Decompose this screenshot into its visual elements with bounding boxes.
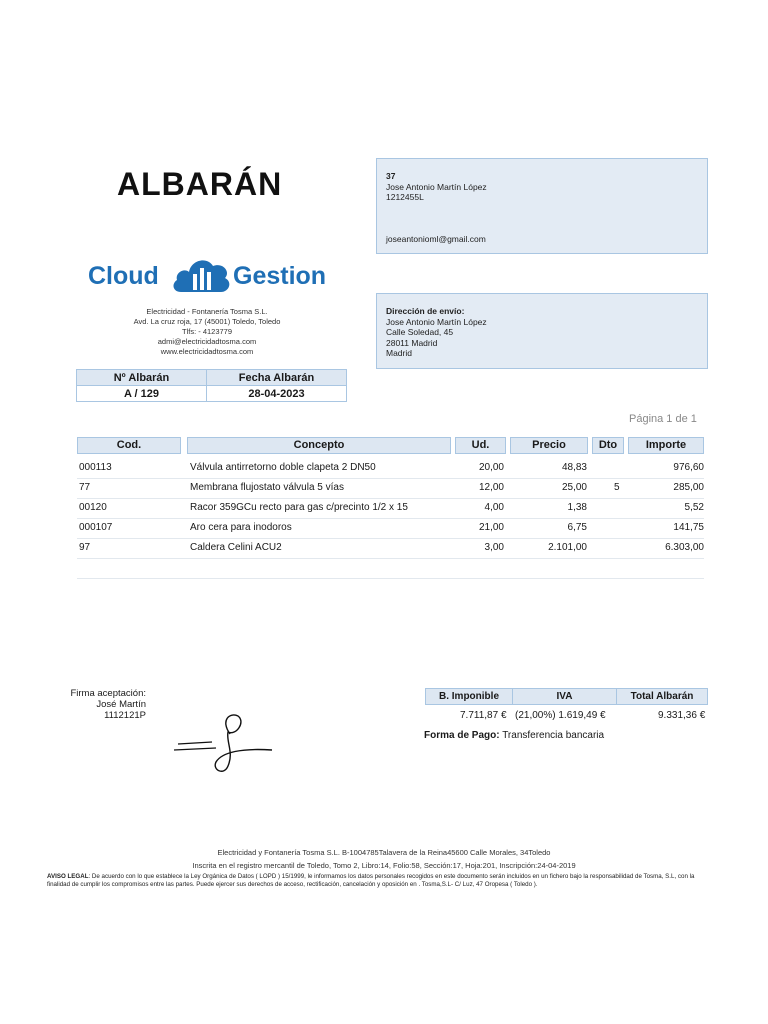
table-row xyxy=(77,518,704,539)
company-email: admi@electricidadtosma.com xyxy=(157,337,257,346)
client-name: Jose Antonio Martín López xyxy=(386,181,487,192)
cell-precio: 25,00 xyxy=(561,482,587,493)
shipping-city: Madrid xyxy=(386,348,412,358)
document-title: ALBARÁN xyxy=(117,166,283,202)
column-header-concepto: Concepto xyxy=(187,437,451,454)
cell-cod: 000107 xyxy=(79,522,113,533)
cell-importe: 976,60 xyxy=(673,462,704,473)
total-value: 9.331,36 € xyxy=(658,710,706,721)
client-email: joseantonioml@gmail.com xyxy=(386,233,486,244)
cell-ud: 20,00 xyxy=(478,462,504,473)
iva-header: IVA xyxy=(513,689,617,705)
cell-importe: 285,00 xyxy=(673,482,704,493)
base-value: 7.711,87 € xyxy=(460,710,507,721)
cell-cod: 00120 xyxy=(79,502,107,513)
cell-importe: 5,52 xyxy=(684,502,704,513)
albaran-number-header: Nº Albarán xyxy=(77,370,207,386)
table-row xyxy=(77,478,704,499)
legal-label: AVISO LEGAL xyxy=(47,873,89,880)
legal-text: : De acuerdo con lo que establece la Ley Orgánica de Datos ( LOPD ) 15/1999, le informamos los datos personales recogidos en este documento serán incluidos en un fichero bajo la responsabilidad de Tosma, S.L, con la finalidad de cumplir los compromisos entre las partes. Puede ejercer sus derechos de acceso, rectificación, cancelación y oposición en . Tosma,S.L- C/ Luz, 47 Oropesa ( Toledo ). xyxy=(47,873,695,888)
shipping-street: Calle Soledad, 45 xyxy=(386,327,454,337)
shipping-postal: 28011 Madrid xyxy=(386,337,438,348)
client-box xyxy=(376,158,708,254)
cell-concepto: Válvula antirretorno doble clapeta 2 DN50 xyxy=(190,462,376,473)
shipping-box xyxy=(376,293,708,369)
company-phone: Tlfs: - 4123779 xyxy=(181,327,233,336)
cell-ud: 12,00 xyxy=(478,482,504,493)
signature-label: Firma aceptación: xyxy=(70,688,146,699)
base-header: B. Imponible xyxy=(426,689,513,705)
cell-importe: 6.303,00 xyxy=(665,542,704,553)
totals-values xyxy=(425,710,715,724)
footer-company: Electricidad y Fontanería Tosma S.L. B-1004785Talavera de la Reina45600 Calle Morales, 34Toledo xyxy=(217,848,551,857)
cell-precio: 2.101,00 xyxy=(548,542,587,553)
company-name: Electricidad - Fontanería Tosma S.L. xyxy=(146,307,268,316)
albaran-date: 28-04-2023 xyxy=(207,386,347,402)
table-row xyxy=(77,498,704,519)
albaran-date-header: Fecha Albarán xyxy=(207,370,347,386)
cell-ud: 4,00 xyxy=(484,502,504,513)
payment-method xyxy=(424,730,604,741)
cell-cod: 97 xyxy=(79,542,91,553)
cell-concepto: Aro cera para inodoros xyxy=(190,522,292,533)
cell-concepto: Membrana flujostato válvula 5 vías xyxy=(190,482,344,493)
albaran-number: A / 129 xyxy=(77,386,207,402)
table-row xyxy=(77,538,704,559)
total-header: Total Albarán xyxy=(617,689,708,705)
cloud-logo-icon xyxy=(171,252,233,292)
handwritten-signature xyxy=(172,712,282,782)
column-header-dto: Dto xyxy=(592,437,624,454)
logo-word-cloud: Cloud xyxy=(88,262,159,290)
client-id: 1212455L xyxy=(386,192,424,202)
payment-value: Transferencia bancaria xyxy=(502,730,605,741)
client-code: 37 xyxy=(386,171,396,181)
signature-name: José Martín xyxy=(96,699,146,710)
cell-precio: 6,75 xyxy=(567,522,587,533)
cell-precio: 1,38 xyxy=(567,502,587,513)
cell-cod: 000113 xyxy=(79,462,112,473)
column-header-precio: Precio xyxy=(510,437,588,454)
signature-block xyxy=(40,688,146,721)
logo-word-gestion: Gestion xyxy=(233,262,327,290)
cell-concepto: Racor 359GCu recto para gas c/precinto 1/2 x 15 xyxy=(190,502,408,513)
column-header-importe: Importe xyxy=(628,437,704,454)
cell-ud: 3,00 xyxy=(484,542,504,553)
payment-label: Forma de Pago: xyxy=(424,730,500,741)
cell-importe: 141,75 xyxy=(673,522,704,533)
table-divider xyxy=(77,578,704,579)
signature-id: 1112121P xyxy=(104,710,146,721)
footer-registry: Inscrita en el registro mercantil de Toledo, Tomo 2, Libro:14, Folio:58, Sección:17, Hoja:201, Inscripción:24-04-2019 xyxy=(192,861,576,870)
cell-cod: 77 xyxy=(79,482,91,493)
albaran-info-table xyxy=(76,369,347,402)
page-indicator: Página 1 de 1 xyxy=(629,413,697,425)
company-info xyxy=(96,307,318,357)
cell-precio: 48,83 xyxy=(561,462,587,473)
company-address: Avd. La cruz roja, 17 (45001) Toledo, Toledo xyxy=(133,317,281,326)
cell-concepto: Caldera Celini ACU2 xyxy=(190,542,282,553)
table-row xyxy=(77,458,704,479)
column-header-ud: Ud. xyxy=(455,437,506,454)
company-web: www.electricidadtosma.com xyxy=(160,347,254,356)
shipping-name: Jose Antonio Martín López xyxy=(386,316,487,327)
totals-table xyxy=(425,688,708,705)
cell-dto: 5 xyxy=(614,482,620,493)
shipping-label: Dirección de envío: xyxy=(386,306,465,316)
cell-ud: 21,00 xyxy=(478,522,504,533)
legal-notice xyxy=(47,873,713,889)
iva-value: (21,00%) 1.619,49 € xyxy=(515,710,606,721)
company-logo xyxy=(88,250,338,296)
column-header-cod: Cod. xyxy=(77,437,181,454)
